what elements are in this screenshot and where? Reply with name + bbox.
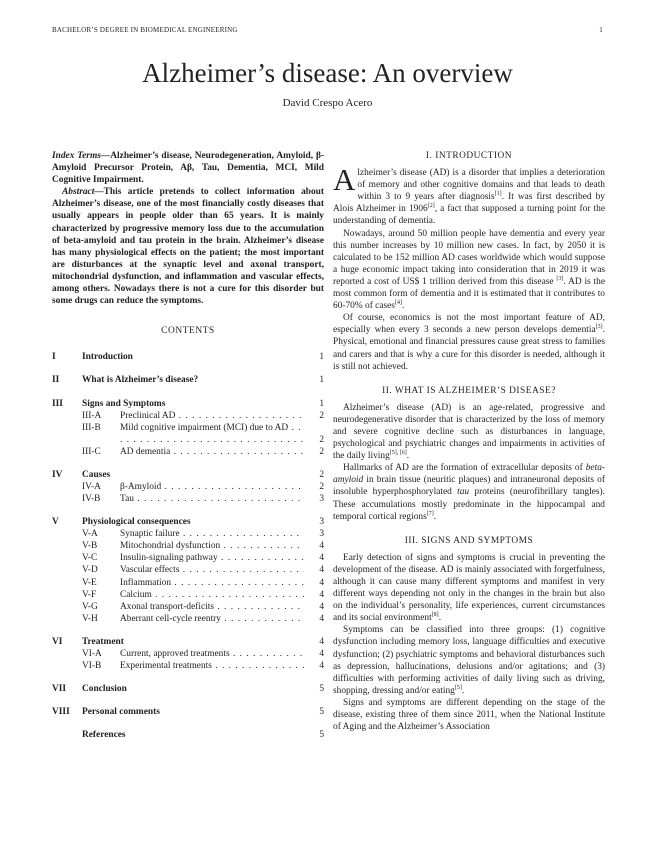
- toc-subentry-title: [120, 446, 304, 458]
- paragraph: [333, 228, 605, 313]
- toc-leader-dots: [152, 590, 304, 600]
- toc-subentry-title-text: Calcium: [120, 589, 152, 600]
- paper-title: Alzheimer’s disease: An overview: [142, 58, 513, 88]
- text-run: , a fact that supposed a turning point for the understanding of dementia.: [333, 204, 605, 227]
- paragraph: [333, 624, 605, 697]
- toc-subentry-title: [120, 552, 304, 564]
- toc-entry-number: IV: [52, 469, 63, 480]
- toc-entry[interactable]: [52, 683, 324, 695]
- toc-subentry-number: V-E: [82, 577, 97, 588]
- abstract: [52, 186, 324, 307]
- toc-subentry-page: 4: [319, 541, 324, 552]
- toc-entry-number: VI: [52, 636, 63, 647]
- toc-entry-number: II: [52, 375, 60, 386]
- abstract-block: [52, 150, 324, 307]
- emphasis: beta-amyloid: [333, 463, 605, 486]
- citation[interactable]: [2]: [427, 203, 435, 210]
- toc-subentry-number: III-C: [82, 446, 101, 457]
- toc-subentry-title: [120, 528, 304, 540]
- running-title: BACHELOR’S DEGREE IN BIOMEDICAL ENGINEERING: [52, 26, 238, 34]
- citation[interactable]: [8]: [431, 612, 439, 619]
- abstract-text: —This article pretends to collect information about Alzheimer’s disease, one of the most financially costly diseases that usually appears in people older than 65 years. It is mainly characterized by progressive memory loss due to the accumulation of beta-amyloid and tau protein in the brain. Alzheimer’s disease has many physiological effects on the patient; the most important are disturbances at the synaptic level and axonal transport, mitochondrial dysfunction, and inflammation and vascular effects, among others. Nowadays there is not a cure for this disorder but some drugs can reduce the symptoms.: [52, 187, 324, 307]
- toc-subentry-page: 3: [319, 529, 324, 540]
- citation[interactable]: [7]: [426, 510, 434, 517]
- toc-subentry[interactable]: [52, 552, 324, 564]
- toc-entry-page: 2: [319, 469, 324, 480]
- text-run: . AD is the most common form of dementia and it is estimated that it contributes to 60-70% of cases: [333, 276, 606, 312]
- toc-subentry-page: 2: [319, 446, 324, 457]
- toc-subentry-title-text: Axonal transport-deficits: [120, 601, 214, 612]
- toc-section: [52, 469, 324, 505]
- toc-subentry-title-text: β-Amyloid: [120, 481, 162, 492]
- right-column: [333, 150, 605, 733]
- toc-entry-number: VII: [52, 684, 67, 695]
- toc-subentry-title-text: Mild cognitive impairment (MCI) due to AD: [120, 422, 289, 433]
- toc-leader-dots: [171, 578, 304, 588]
- toc-subentry-title-text: Inflammation: [120, 577, 172, 588]
- section-heading-what-is-ad: II. WHAT IS ALZHEIMER’S DISEASE?: [382, 385, 556, 396]
- toc-subentry-title: [120, 613, 304, 625]
- toc-entry-page: 5: [319, 684, 324, 695]
- toc-entry-number: I: [52, 352, 56, 363]
- citation[interactable]: [3]: [556, 275, 564, 282]
- toc-subentry-number: V-H: [82, 613, 98, 624]
- toc-subentry[interactable]: [52, 589, 324, 601]
- toc-section: [52, 516, 324, 625]
- toc-subentry-number: V-F: [82, 589, 97, 600]
- toc-subentry[interactable]: [52, 540, 324, 552]
- citation[interactable]: [1]: [494, 191, 502, 198]
- text-run: Nowadays, around 50 million people have dementia and every year this number increases by 10 million new cases. In fact, by 2050 it is calculated to be 152 million AD cases worldwide which would suppose a huge economic impact taking into consideration that in 2019 it was reported a cost of US$ 1 trillion derived from this disease: [333, 228, 605, 287]
- toc-subentry[interactable]: [52, 446, 324, 458]
- toc-subentry-page: 4: [319, 553, 324, 564]
- text-run: .: [401, 301, 405, 312]
- toc-subentry-number: III-B: [82, 422, 101, 433]
- toc-entry[interactable]: [52, 351, 324, 363]
- toc-entry-title: Introduction: [82, 352, 133, 363]
- toc-subentry-title-text: Preclinical AD: [120, 410, 176, 421]
- abstract-label: Abstract: [62, 187, 95, 198]
- toc-section: [52, 729, 324, 741]
- toc-subentry-page: 4: [319, 613, 324, 624]
- toc-subentry-title-text: AD dementia: [120, 446, 171, 457]
- toc-section: [52, 351, 324, 363]
- toc-entry[interactable]: [52, 398, 324, 410]
- toc-subentry[interactable]: [52, 493, 324, 505]
- paragraph: [333, 462, 605, 522]
- toc-subentry-number: VI-A: [82, 649, 102, 659]
- toc-subentry-number: V-C: [82, 553, 98, 564]
- index-terms-text: —Alzheimer’s disease, Neurodegeneration, Amyloid, β-Amyloid Precursor Protein, Aβ, Tau, Dementia, MCI, Mild Cognitive Impairment.: [52, 151, 325, 186]
- toc-entry-page: 5: [319, 730, 324, 741]
- toc-subentry[interactable]: [52, 410, 324, 422]
- toc-subentry-title: [120, 660, 304, 672]
- paragraph: [333, 162, 605, 227]
- citation[interactable]: [3]: [595, 324, 603, 331]
- toc-entry-title: Conclusion: [82, 684, 127, 695]
- text-run: proteins (neurofibrillary tangles). These accumulations mostly predominate in the hippocampal and temporal cortical regions: [333, 487, 605, 522]
- paragraph: [333, 402, 605, 462]
- toc-subentry[interactable]: [52, 660, 324, 672]
- toc-subentry-page: 2: [319, 410, 324, 421]
- toc-subentry-number: III-A: [82, 410, 102, 421]
- toc-subentry-title-text: Synaptic failure: [120, 529, 180, 540]
- toc-subentry-title-text: Tau: [120, 493, 134, 504]
- toc-entry-number: III: [52, 398, 63, 409]
- toc-entry-title: Physiological consequences: [82, 517, 191, 528]
- author: David Crespo Acero: [282, 97, 373, 109]
- toc-leader-dots: [175, 411, 304, 421]
- toc-leader-dots: [212, 661, 304, 671]
- toc-subentry-title: [120, 493, 304, 505]
- running-header: [52, 26, 603, 34]
- table-of-contents: [52, 351, 324, 741]
- toc-subentry-title-text: Experimental treatments: [120, 661, 212, 672]
- toc-entry[interactable]: [52, 636, 324, 648]
- index-terms-label: Index Terms: [52, 151, 101, 161]
- toc-entry-number: V: [52, 517, 59, 528]
- toc-subentry-page: 4: [319, 577, 324, 588]
- toc-entry-title: Treatment: [82, 636, 124, 647]
- toc-entry-page: 1: [319, 398, 324, 409]
- text-run: Symptoms can be classified into three groups: (1) cognitive dysfunction including memory loss, language difficulties and executive dysfunction; (2) psychiatric symptoms and behavioral disturbances such as depression, hallucinations, delusions and/or agitations; and (3) difficulties with performing activities of daily living such as driving, shopping, dressing and/or eating: [333, 625, 605, 696]
- toc-leader-dots: [179, 565, 304, 575]
- left-column: [52, 150, 324, 752]
- text-run: lzheimer’s disease (AD) is a disorder that implies a deterioration of memory and other cognitive domains and that leads to death within 3 to 9 years after diagnosis: [357, 168, 605, 203]
- toc-section: [52, 706, 324, 718]
- toc-subentry[interactable]: [52, 648, 324, 660]
- text-run: .: [433, 511, 437, 522]
- toc-entry-title: References: [82, 730, 126, 741]
- citation[interactable]: [4]: [394, 300, 402, 306]
- toc-subentry-number: V-D: [82, 565, 98, 576]
- toc-subentry-title-text: Current, approved treatments: [120, 649, 230, 659]
- toc-leader-dots: [170, 447, 304, 457]
- toc-subentry-page: 3: [319, 493, 324, 504]
- toc-leader-dots: [134, 494, 304, 504]
- toc-subentry[interactable]: [52, 422, 324, 446]
- toc-subentry-page: 4: [319, 601, 324, 612]
- text-run: in brain tissue (neuritic plaques) and intraneuronal deposits of insoluble hyperphosphorylated: [333, 475, 605, 498]
- toc-subentry-title: [120, 589, 304, 601]
- text-run: Of course, economics is not the most important feature of AD, especially when every 3 seconds a new person develops dementia: [333, 313, 605, 336]
- toc-subentry-title: [120, 540, 304, 552]
- toc-subentry-page: 4: [319, 649, 324, 659]
- toc-section: [52, 398, 324, 458]
- text-run: .: [438, 613, 442, 624]
- toc-leader-dots: [230, 649, 304, 659]
- toc-subentry-title: [120, 481, 304, 493]
- toc-section: [52, 374, 324, 386]
- text-run: Early detection of signs and symptoms is crucial in preventing the development of the disease. AD is mainly associated with forgetfulness, although it can cause many different symptoms and manifest in very different ways depending not only in the changes in the brain but also on the individual’s personality, life experiences, current circumstances and its social environment: [333, 552, 605, 624]
- toc-entry-page: 1: [319, 375, 324, 386]
- toc-subentry-page: 4: [319, 589, 324, 600]
- toc-entry-page: 4: [319, 636, 324, 647]
- toc-leader-dots: [214, 602, 304, 612]
- toc-section: [52, 683, 324, 695]
- text-run: . Physical, emotional and financial pressures cause great stress to families and carers and that is why a cure for this disorder is needed, although it is still not achieved.: [333, 325, 605, 372]
- text-run: .: [461, 685, 465, 696]
- toc-entry-number: VIII: [52, 707, 70, 718]
- toc-subentry[interactable]: [52, 564, 324, 576]
- toc-subentry-number: VI-B: [82, 661, 102, 672]
- toc-subentry[interactable]: [52, 601, 324, 613]
- toc-subentry[interactable]: [52, 613, 324, 625]
- paragraph: [333, 552, 605, 625]
- toc-entry-title: What is Alzheimer’s disease?: [82, 375, 199, 386]
- toc-entry[interactable]: [52, 706, 324, 718]
- toc-entry-page: 5: [319, 707, 324, 718]
- text-run: Hallmarks of AD are the formation of extracellular deposits of: [343, 463, 586, 474]
- toc-subentry-title-text: Insulin-signaling pathway: [120, 553, 218, 564]
- citation[interactable]: [5]: [454, 684, 462, 691]
- text-run: Signs and symptoms are different depending on the stage of the disease, existing three of them since 2011, when the National Institute of Aging and the Alzheimer’s Association: [333, 697, 605, 733]
- toc-subentry-title-text: Aberrant cell-cycle reentry: [120, 613, 221, 624]
- toc-section: [52, 636, 324, 672]
- toc-subentry-title-text: Vascular effects: [120, 565, 180, 576]
- text-run: .: [406, 451, 410, 462]
- toc-subentry[interactable]: [52, 528, 324, 540]
- toc-entry-title: Signs and Symptoms: [82, 398, 166, 409]
- toc-subentry-number: V-A: [82, 529, 98, 540]
- toc-subentry-page: 4: [319, 565, 324, 576]
- toc-entry-title: Causes: [82, 469, 111, 480]
- toc-leader-dots: [180, 529, 304, 539]
- toc-subentry-number: IV-A: [82, 481, 101, 492]
- toc-subentry-title: [120, 410, 304, 422]
- toc-leader-dots: [220, 541, 304, 551]
- toc-subentry[interactable]: [52, 577, 324, 589]
- section-heading-signs-symptoms: III. SIGNS AND SYMPTOMS: [404, 535, 534, 546]
- toc-subentry-title: [120, 422, 304, 446]
- toc-subentry[interactable]: [52, 481, 324, 493]
- toc-entry-page: 3: [319, 517, 324, 528]
- toc-subentry-number: V-G: [82, 601, 98, 612]
- toc-subentry-title: [120, 601, 304, 613]
- toc-subentry-page: 4: [319, 661, 324, 672]
- toc-subentry-number: IV-B: [82, 493, 101, 504]
- toc-subentry-number: V-B: [82, 541, 98, 552]
- toc-subentry-title: [120, 564, 304, 576]
- text-run: Alzheimer’s disease (AD) is an age-related, progressive and neurodegenerative disorder that is characterized by the loss of memory and severe cognitive decline such as disturbances in language, psychological and psychiatric changes and impairments in activities of the daily living: [333, 402, 605, 462]
- toc-subentry-page: 2: [319, 434, 324, 445]
- emphasis: tau: [457, 487, 470, 498]
- page-number: 1: [599, 26, 603, 34]
- paragraph: [333, 312, 605, 372]
- toc-subentry-title-text: Mitochondrial dysfunction: [120, 541, 221, 552]
- toc-entry-page: 1: [319, 352, 324, 363]
- drop-cap: A: [333, 162, 356, 198]
- toc-entry[interactable]: [52, 374, 324, 386]
- section-heading-introduction: I. INTRODUCTION: [425, 151, 513, 161]
- index-terms: [52, 150, 324, 186]
- toc-entry[interactable]: [52, 516, 324, 528]
- toc-title: CONTENTS: [161, 326, 215, 337]
- toc-leader-dots: [221, 614, 304, 624]
- toc-subentry-title: [120, 577, 304, 589]
- toc-subentry-title: [120, 648, 304, 660]
- paragraph: [333, 697, 605, 733]
- citation[interactable]: [5], [6]: [389, 450, 407, 457]
- toc-entry[interactable]: [52, 729, 324, 741]
- toc-entry-title: Personal comments: [82, 707, 160, 718]
- toc-entry[interactable]: [52, 469, 324, 481]
- toc-leader-dots: [161, 482, 304, 492]
- toc-leader-dots: [218, 553, 304, 563]
- text-run: . It was first described by Alois Alzheimer in 1906: [333, 192, 605, 215]
- toc-subentry-page: 2: [319, 481, 324, 492]
